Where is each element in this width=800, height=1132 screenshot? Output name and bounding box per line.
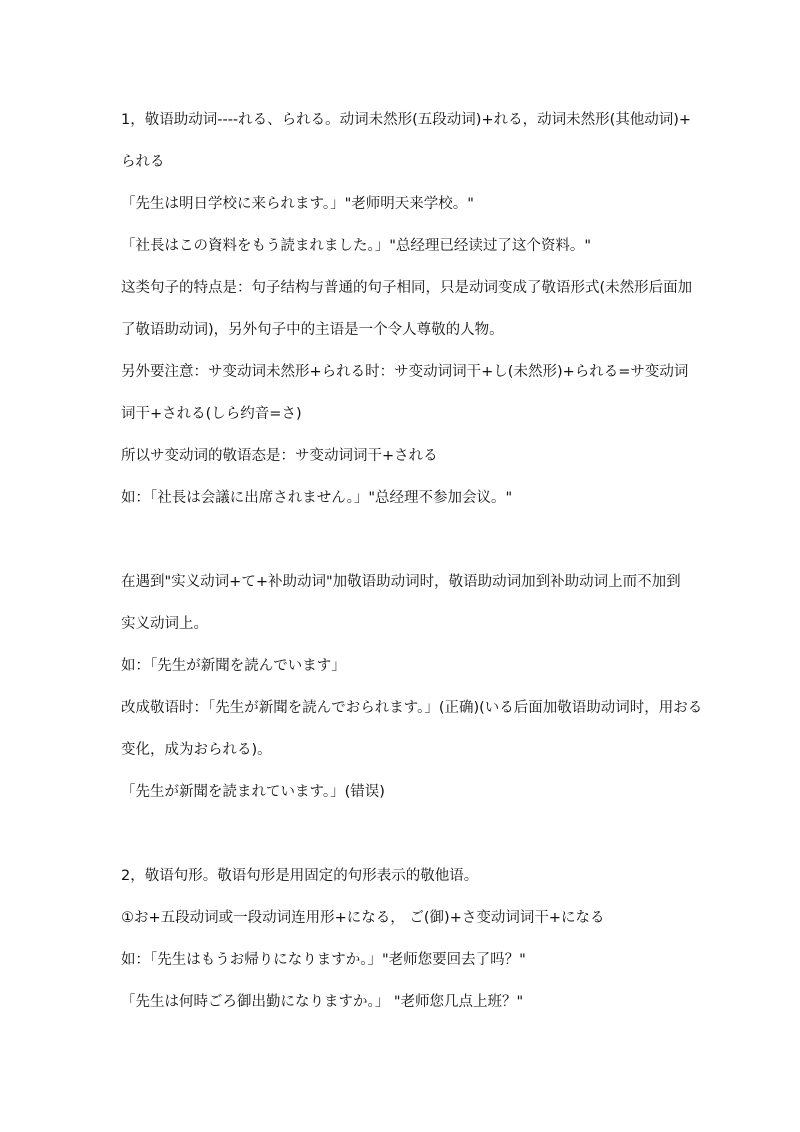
text-line: 另外要注意：サ变动词未然形+られる时：サ变动词词干+し(未然形)+られる=サ变动词 [121,364,689,380]
text-line: 如：「先生が新聞を読んでいます」 [121,658,346,674]
text-line: 改成敬语时：「先生が新聞を読んでおられます。」(正确)(いる后面加敬语助动词时，用おる [121,700,703,716]
text-line: 「先生は明日学校に来られます。」"老师明天来学校。" [121,196,474,212]
text-line: 「社長はこの資料をもう読まれました。」"总经理已经读过了这个资料。" [121,238,592,254]
text-line: 所以サ变动词的敬语态是：サ变动词词干+される [121,448,438,464]
text-line: 这类句子的特点是：句子结构与普通的句子相同，只是动词变成了敬语形式(未然形后面加 [121,280,693,296]
text-line: 1，敬语助动词----れる、られる。动词未然形(五段动词)+れる，动词未然形(其他动词)+ [121,112,692,128]
text-line: 实义动词上。 [121,616,208,632]
text-line: 2，敬语句形。敬语句形是用固定的句形表示的敬他语。 [121,868,479,884]
text-line: 在遇到"实义动词+て+补助动词"加敬语助动词时，敬语助动词加到补助动词上而不加到 [121,574,681,590]
text-line: 如：「社長は会議に出席されません。」"总经理不参加会议。" [121,490,513,506]
text-line: 变化，成为おられる)。 [121,742,272,758]
text-line: られる [121,154,165,170]
text-line: 词干+される(しら约音=さ) [121,406,302,422]
text-line: ①お+五段动词或一段动词连用形+になる， ご(御)+さ变动词词干+になる [121,910,605,926]
text-line: 如：「先生はもうお帰りになりますか。」"老师您要回去了吗？" [121,952,526,968]
text-line: 「先生は何時ごろ御出勤になりますか。」 "老师您几点上班？" [121,994,524,1010]
text-line: 了敬语助动词)，另外句子中的主语是一个令人尊敬的人物。 [121,322,504,338]
text-line: 「先生が新聞を読まれています。」(错误) [121,784,385,800]
